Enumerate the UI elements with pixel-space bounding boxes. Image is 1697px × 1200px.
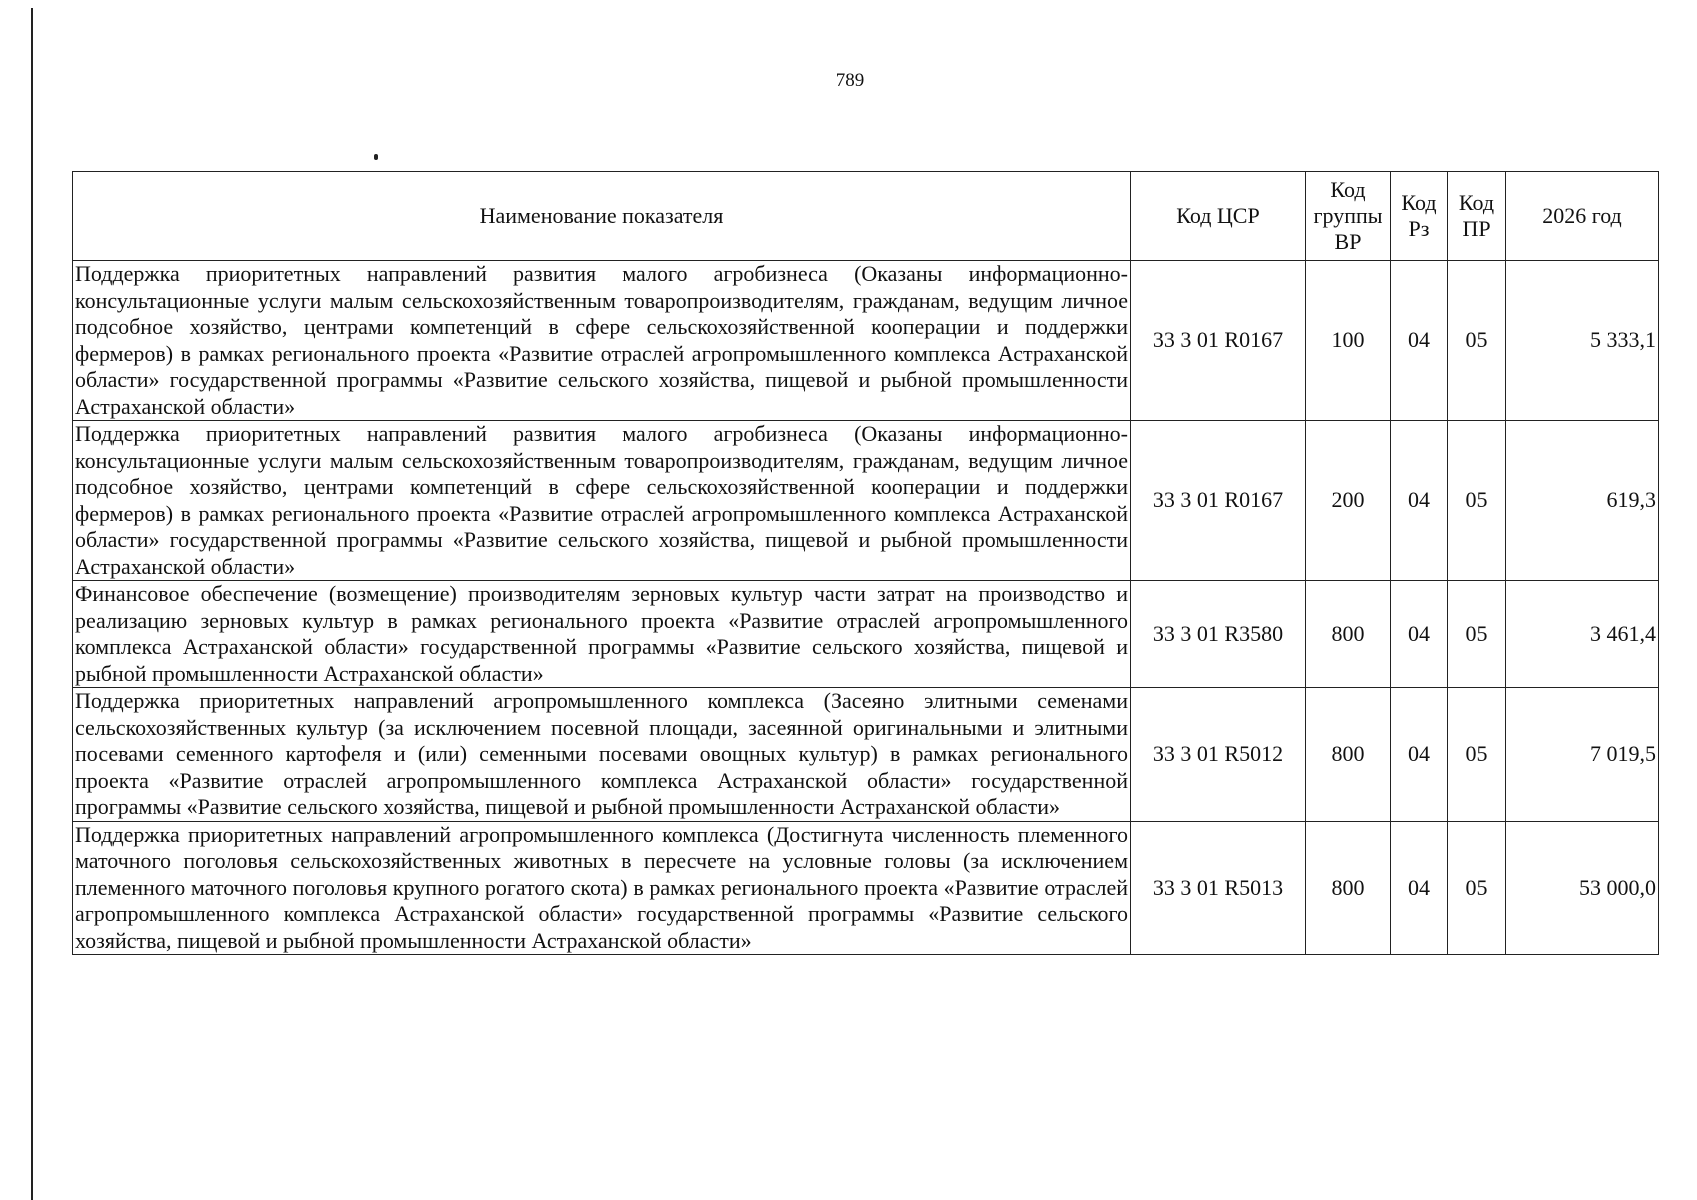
table-header-row <box>73 172 1659 261</box>
cell-name: Финансовое обеспечение (возмещение) производителям зерновых культур части затрат на производство и реализацию зерновых культур в рамках регионального проекта «Развитие отраслей агропромышленного комплекса Астраханской области» государственной программы «Развитие сельского хозяйства, пищевой и рыбной промышленности Астраханской области» <box>73 581 1131 688</box>
cell-vr: 200 <box>1306 421 1391 581</box>
cell-name: Поддержка приоритетных направлений развития малого агробизнеса (Оказаны информационно-консультационные услуги малым сельскохозяйственным товаропроизводителям, гражданам, ведущим личное подсобное хозяйство, центрами компетенций в сфере сельскохозяйственной кооперации и поддержки фермеров) в рамках регионального проекта «Развитие отраслей агропромышленного комплекса Астраханской области» государственной программы «Развитие сельского хозяйства, пищевой и рыбной промышленности Астраханской области» <box>73 421 1131 581</box>
cell-csr: 33 3 01 R0167 <box>1131 261 1306 421</box>
table-row <box>73 688 1659 822</box>
scan-speck <box>374 154 378 160</box>
budget-table <box>72 171 1659 955</box>
cell-vr: 800 <box>1306 821 1391 955</box>
header-year: 2026 год <box>1506 172 1659 261</box>
cell-rz: 04 <box>1391 581 1448 688</box>
cell-name: Поддержка приоритетных направлений агропромышленного комплекса (Засеяно элитными семенами сельскохозяйственных культур (за исключением посевной площади, засеянной оригинальными и элитными посевами семенного картофеля и (или) семенными посевами овощных культур) в рамках регионального проекта «Развитие отраслей агропромышленного комплекса Астраханской области» государственной программы «Развитие сельского хозяйства, пищевой и рыбной промышленности Астраханской области» <box>73 688 1131 822</box>
cell-rz: 04 <box>1391 261 1448 421</box>
page-number: 789 <box>835 70 865 91</box>
cell-pr: 05 <box>1448 261 1506 421</box>
cell-vr: 800 <box>1306 581 1391 688</box>
cell-pr: 05 <box>1448 421 1506 581</box>
table-row <box>73 421 1659 581</box>
cell-csr: 33 3 01 R5013 <box>1131 821 1306 955</box>
cell-amount: 3 461,4 <box>1506 581 1659 688</box>
header-pr: Код ПР <box>1448 172 1506 261</box>
cell-pr: 05 <box>1448 821 1506 955</box>
table-row <box>73 821 1659 955</box>
cell-rz: 04 <box>1391 688 1448 822</box>
header-csr: Код ЦСР <box>1131 172 1306 261</box>
cell-csr: 33 3 01 R3580 <box>1131 581 1306 688</box>
cell-amount: 619,3 <box>1506 421 1659 581</box>
cell-vr: 100 <box>1306 261 1391 421</box>
table-row <box>73 261 1659 421</box>
cell-amount: 53 000,0 <box>1506 821 1659 955</box>
header-name: Наименование показателя <box>73 172 1131 261</box>
table-row <box>73 581 1659 688</box>
header-vr: Код группы ВР <box>1306 172 1391 261</box>
cell-pr: 05 <box>1448 688 1506 822</box>
cell-amount: 5 333,1 <box>1506 261 1659 421</box>
cell-pr: 05 <box>1448 581 1506 688</box>
cell-vr: 800 <box>1306 688 1391 822</box>
cell-name: Поддержка приоритетных направлений развития малого агробизнеса (Оказаны информационно-консультационные услуги малым сельскохозяйственным товаропроизводителям, гражданам, ведущим личное подсобное хозяйство, центрами компетенций в сфере сельскохозяйственной кооперации и поддержки фермеров) в рамках регионального проекта «Развитие отраслей агропромышленного комплекса Астраханской области» государственной программы «Развитие сельского хозяйства, пищевой и рыбной промышленности Астраханской области» <box>73 261 1131 421</box>
cell-name: Поддержка приоритетных направлений агропромышленного комплекса (Достигнута численность племенного маточного поголовья сельскохозяйственных животных в пересчете на условные головы (за исключением племенного маточного поголовья крупного рогатого скота) в рамках регионального проекта «Развитие отраслей агропромышленного комплекса Астраханской области» государственной программы «Развитие сельского хозяйства, пищевой и рыбной промышленности Астраханской области» <box>73 821 1131 955</box>
cell-csr: 33 3 01 R5012 <box>1131 688 1306 822</box>
cell-rz: 04 <box>1391 421 1448 581</box>
cell-rz: 04 <box>1391 821 1448 955</box>
header-rz: Код Рз <box>1391 172 1448 261</box>
cell-csr: 33 3 01 R0167 <box>1131 421 1306 581</box>
page-margin-line <box>31 8 33 1200</box>
cell-amount: 7 019,5 <box>1506 688 1659 822</box>
